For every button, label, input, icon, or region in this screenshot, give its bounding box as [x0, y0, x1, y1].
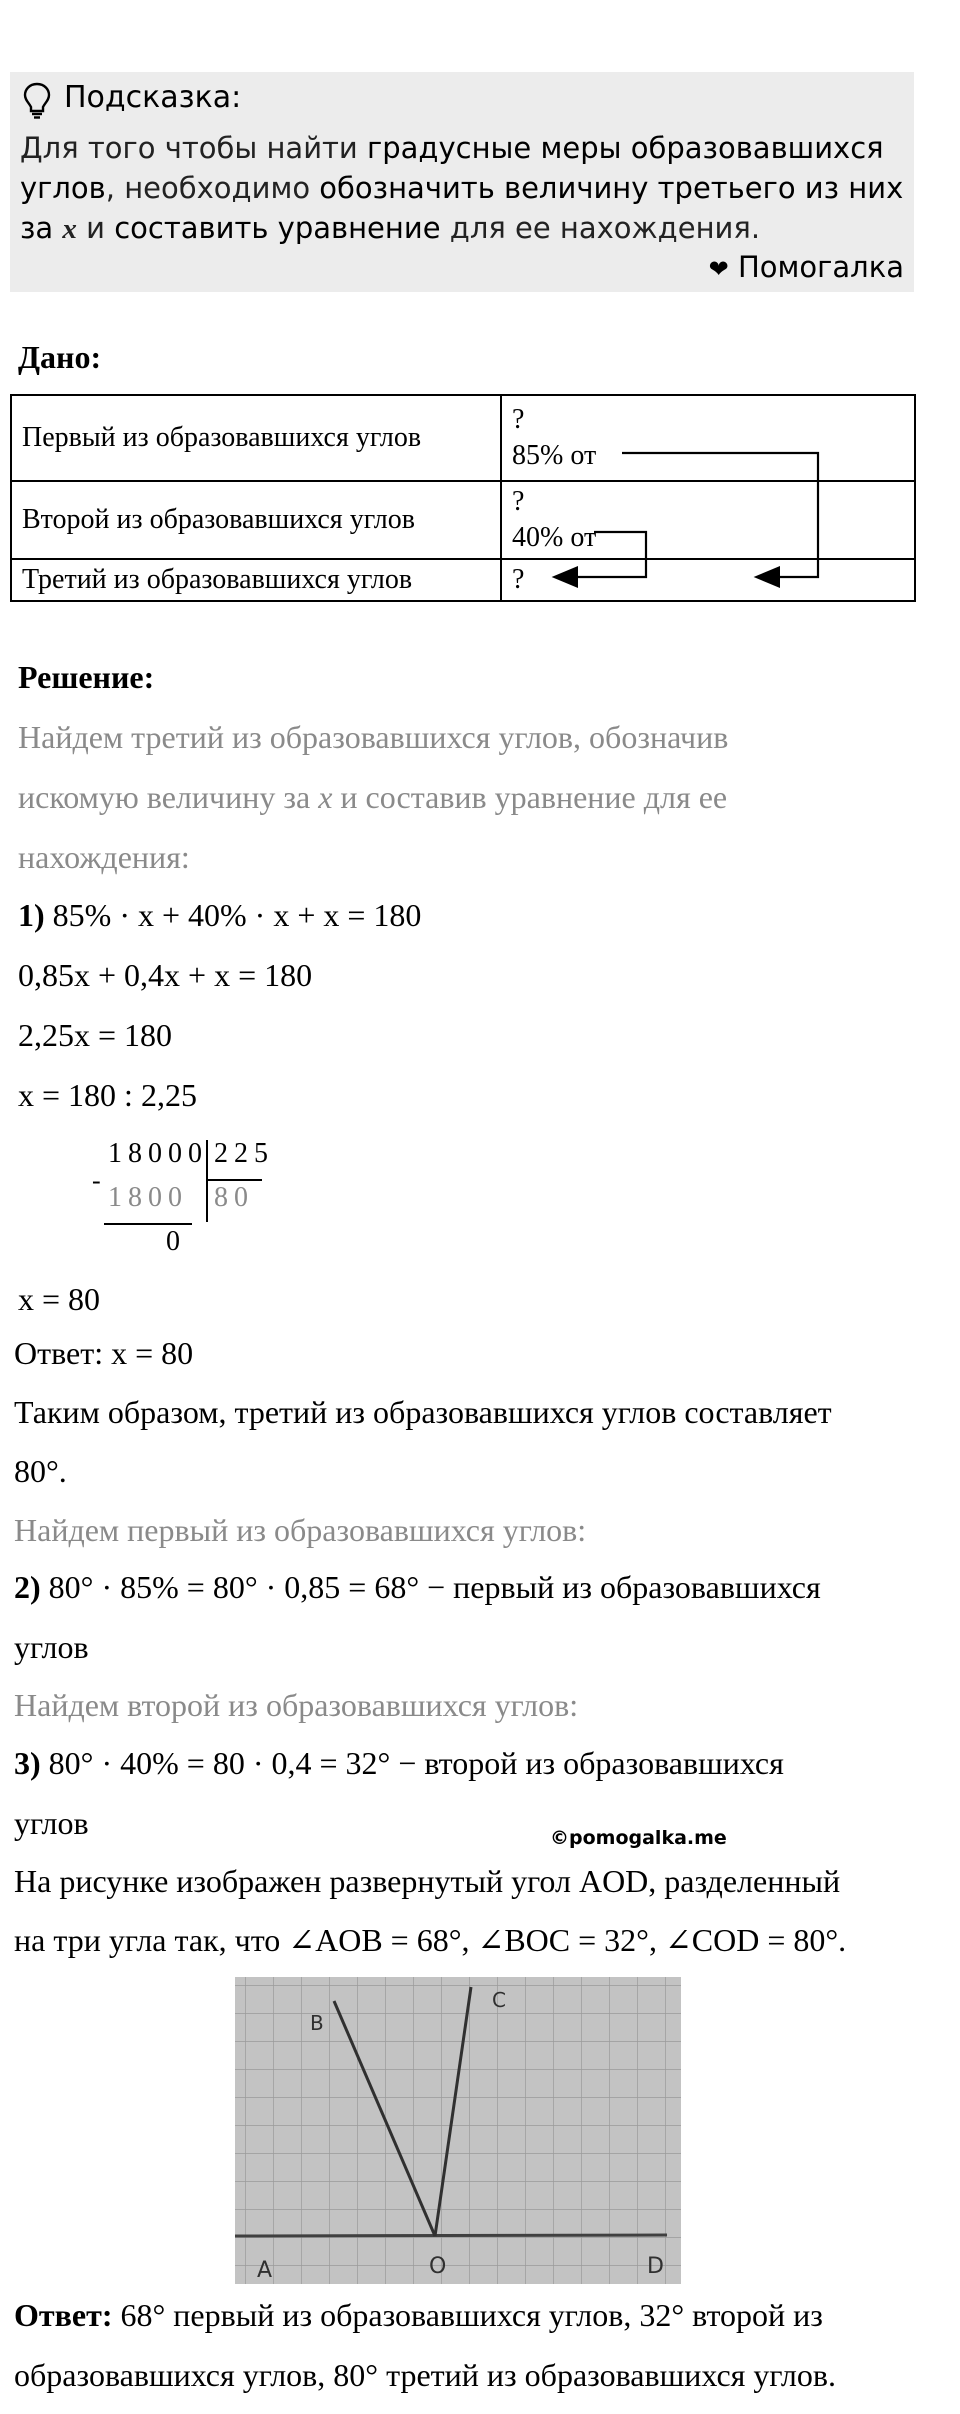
heart-icon: ❤ — [708, 255, 729, 283]
solution-heading: Решение: — [18, 659, 155, 695]
answer-x: Ответ: x = 80 — [14, 1335, 194, 1371]
final-answer-1: Ответ: 68° первый из образовавшихся углов, 32° второй из — [14, 2297, 823, 2333]
step-3: 3) 80° · 40% = 80 · 0,4 = 32° − второй из образовавшихся — [14, 1745, 784, 1781]
division-dividend: 18000 — [108, 1138, 208, 1169]
intro-line-2: искомую величину за x и составив уравнение для ее — [18, 779, 728, 815]
conclusion-line-1: Таким образом, третий из образовавшихся углов составляет — [14, 1394, 832, 1430]
find-first: Найдем первый из образовавшихся углов: — [14, 1512, 587, 1548]
label-d: D — [647, 2254, 664, 2279]
figure-text-2: на три угла так, что ∠AOB = 68°, ∠BOC = 32°, ∠COD = 80°. — [14, 1922, 847, 1958]
hint-title: Подсказка: — [64, 80, 242, 115]
intro-line-3: нахождения: — [18, 839, 190, 875]
division-minus: - — [92, 1166, 101, 1195]
find-second: Найдем второй из образовавшихся углов: — [14, 1687, 579, 1723]
x-result: x = 80 — [18, 1281, 101, 1317]
equation-1: 1) 85% · x + 40% · x + x = 180 — [18, 897, 422, 933]
relation-arrows — [0, 0, 960, 620]
label-c: C — [492, 1988, 506, 2012]
table-cell-label: Первый из образовавшихся углов — [11, 395, 501, 481]
division-quotient: 80 — [214, 1182, 254, 1213]
step-2-cont: углов — [14, 1629, 89, 1665]
watermark: ©pomogalka.me — [550, 1827, 727, 1849]
equation-2: 0,85x + 0,4x + x = 180 — [18, 957, 313, 993]
conclusion-line-2: 80°. — [14, 1453, 67, 1489]
table-cell-value: ? 40% от — [501, 481, 915, 559]
label-o: O — [429, 2254, 447, 2279]
division-lines — [100, 1138, 280, 1238]
hint-text: Для того чтобы найти градусные меры образовавшихся углов, необходимо обозначить величину третьего из них за x и составить уравнение для ее нахождения. — [20, 131, 904, 245]
figure-text-1: На рисунке изображен развернутый угол AOD, разделенный — [14, 1863, 841, 1899]
table-cell-label: Третий из образовавшихся углов — [11, 559, 501, 601]
table-cell-value: ? — [501, 559, 915, 601]
angle-photo — [235, 1977, 681, 2284]
equation-4: x = 180 : 2,25 — [18, 1077, 197, 1113]
intro-line-1: Найдем третий из образовавшихся углов, обозначив — [18, 719, 729, 755]
equation-3: 2,25x = 180 — [18, 1017, 173, 1053]
hint-brand: ❤ Помогалка — [708, 250, 904, 284]
table-cell-value: ? 85% от — [501, 395, 915, 481]
division-remainder: 0 — [166, 1226, 186, 1257]
final-answer-2: образовавшихся углов, 80° третий из образовавшихся углов. — [14, 2357, 836, 2393]
step-3-cont: углов — [14, 1805, 89, 1841]
division-subtrahend: 1800 — [108, 1182, 188, 1213]
table-cell-label: Второй из образовавшихся углов — [11, 481, 501, 559]
given-heading: Дано: — [18, 339, 102, 375]
division-divisor: 225 — [214, 1138, 274, 1169]
step-2: 2) 80° · 85% = 80° · 0,85 = 68° − первый из образовавшихся — [14, 1569, 821, 1605]
label-b: B — [310, 2011, 324, 2035]
label-a: A — [257, 2258, 273, 2283]
